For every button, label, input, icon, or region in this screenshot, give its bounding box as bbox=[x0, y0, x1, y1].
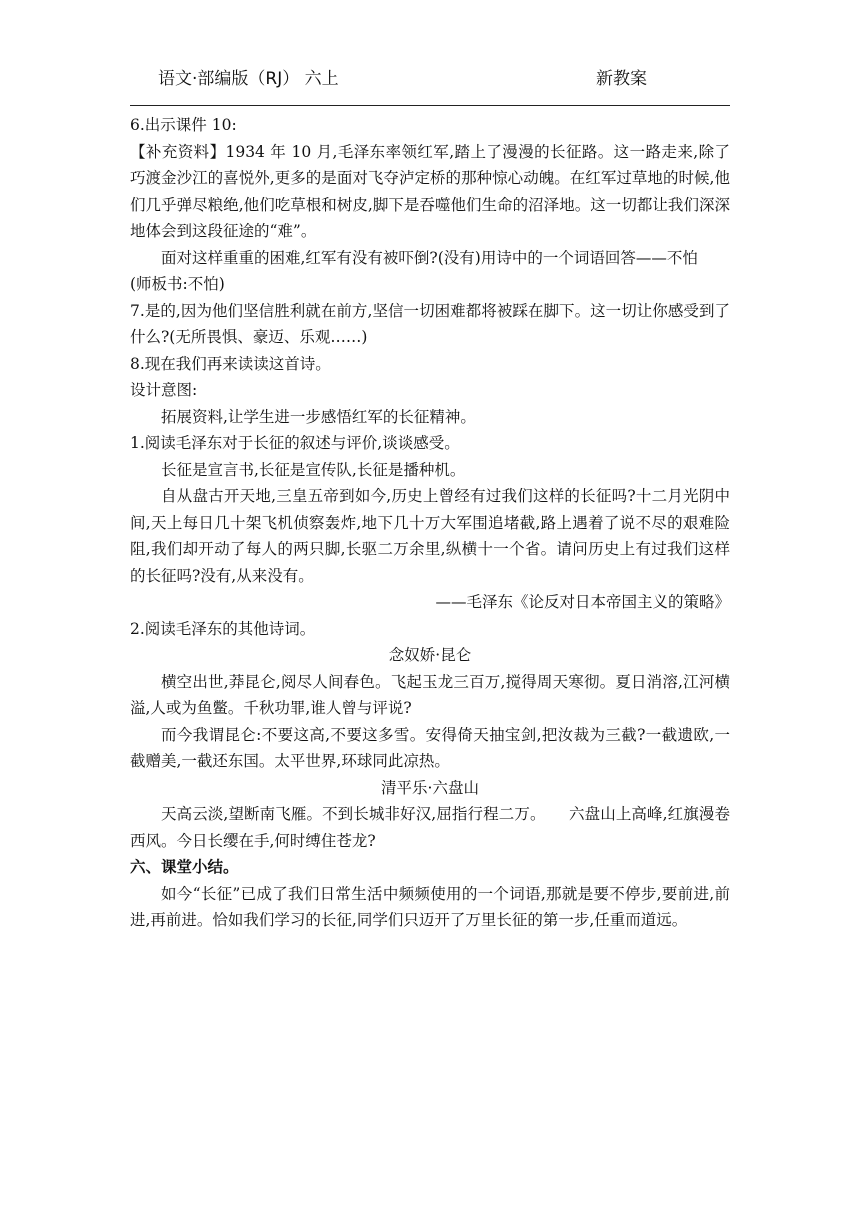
poem-title-liupanshan: 清平乐·六盘山 bbox=[381, 778, 479, 797]
question-paragraph: 面对这样重重的困难,红军有没有被吓倒?(没有)用诗中的一个词语回答——不怕 bbox=[161, 248, 698, 267]
poem-liupanshan-text: 天高云淡,望断南飞雁。不到长城非好汉,屈指行程二万。 六盘山上高峰,红旗漫卷西风。今日长缨在手,何时缚住苍龙? bbox=[130, 805, 730, 850]
header-rule bbox=[130, 105, 730, 106]
document-body bbox=[130, 112, 730, 934]
header-subject: 语文·部编版（RJ） 六上 bbox=[158, 69, 339, 89]
page-header bbox=[158, 64, 730, 92]
section-summary-heading: 六、课堂小结。 bbox=[130, 857, 239, 876]
board-note: (师板书:不怕) bbox=[130, 275, 225, 293]
step-6: 6.出示课件 10: bbox=[130, 116, 237, 134]
design-intent-text: 拓展资料,让学生进一步感悟红军的长征精神。 bbox=[161, 407, 476, 426]
poem-kunlun-stanza-2: 而今我谓昆仑:不要这高,不要这多雪。安得倚天抽宝剑,把汝裁为三截?一截遗欧,一截赠美,一截还东国。太平世界,环球同此凉热。 bbox=[130, 725, 730, 770]
task-2: 2.阅读毛泽东的其他诗词。 bbox=[130, 619, 316, 638]
supplementary-material: 【补充资料】1934 年 10 月,毛泽东率领红军,踏上了漫漫的长征路。这一路走来,除了巧渡金沙江的喜悦外,更多的是面对飞夺泸定桥的那种惊心动魄。在红军过草地的时候,他们几乎弹尽粮绝,他们吃草根和树皮,脚下是吞噬他们生命的沼泽地。这一切都让我们深深地体会到这段征途的“难”。 bbox=[130, 142, 730, 240]
task-1: 1.阅读毛泽东对于长征的叙述与评价,谈谈感受。 bbox=[130, 434, 460, 452]
summary-paragraph: 如今“长征”已成了我们日常生活中频频使用的一个词语,那就是要不停步,要前进,前进,再前进。恰如我们学习的长征,同学们只迈开了万里长征的第一步,任重而道远。 bbox=[130, 884, 730, 929]
quote-attribution: ——毛泽东《论反对日本帝国主义的策略》 bbox=[435, 593, 730, 611]
quote-paragraph: 自从盘古开天地,三皇五帝到如今,历史上曾经有过我们这样的长征吗?十二月光阴中间,天上每日几十架飞机侦察轰炸,地下几十万大军围追堵截,路上遇着了说不尽的艰难险阻,我们却开动了每人的两只脚,长驱二万余里,纵横十一个省。请问历史上有过我们这样的长征吗?没有,从来没有。 bbox=[130, 487, 730, 585]
header-label: 新教案 bbox=[596, 69, 647, 89]
poem-kunlun-stanza-1: 横空出世,莽昆仑,阅尽人间春色。飞起玉龙三百万,搅得周天寒彻。夏日消溶,江河横溢,人或为鱼鳖。千秋功罪,谁人曾与评说? bbox=[130, 672, 730, 717]
design-intent-label: 设计意图: bbox=[130, 381, 198, 399]
step-8: 8.现在我们再来读读这首诗。 bbox=[130, 354, 331, 373]
quote-line: 长征是宣言书,长征是宣传队,长征是播种机。 bbox=[161, 460, 466, 479]
poem-title-kunlun: 念奴娇·昆仑 bbox=[388, 646, 472, 664]
step-7: 7.是的,因为他们坚信胜利就在前方,坚信一切困难都将被踩在脚下。这一切让你感受到了什么?(无所畏惧、豪迈、乐观……) bbox=[130, 301, 730, 346]
